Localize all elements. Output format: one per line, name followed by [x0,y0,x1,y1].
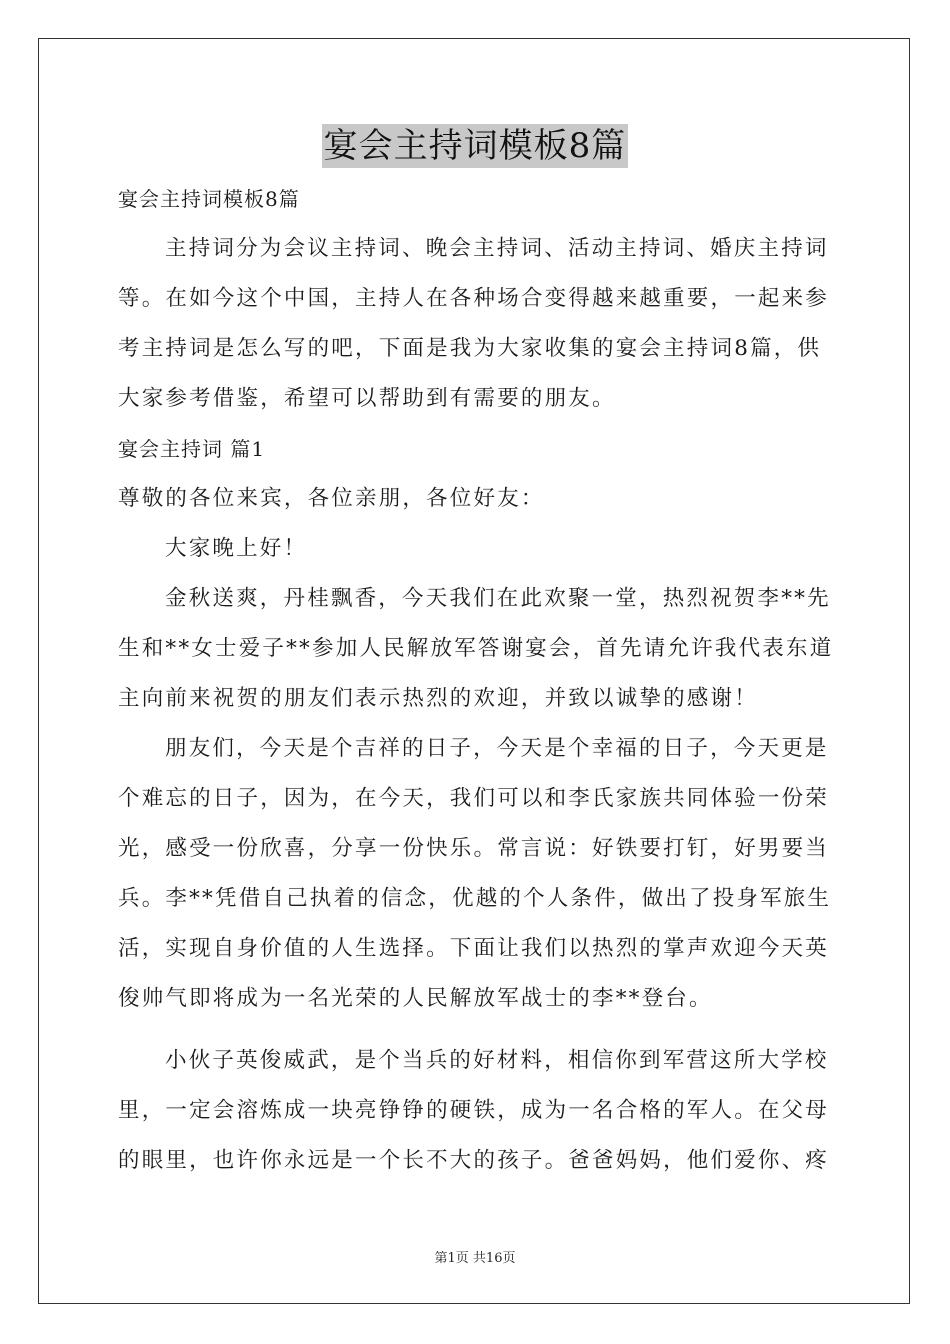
page-footer: 第1页 共16页 [434,1251,516,1266]
paragraph-line: 主向前来祝贺的朋友们表示热烈的欢迎，并致以诚挚的感谢！ [118,686,758,711]
subtitle-line: 宴会主持词模板8篇 [118,187,300,211]
paragraph-line: 生和**女士爱子**参加人民解放军答谢宴会，首先请允许我代表东道 [118,636,834,661]
paragraph-line: 考主持词是怎么写的吧，下面是我为大家收集的宴会主持词8篇，供 [118,336,822,361]
paragraph-line: 朋友们，今天是个吉祥的日子，今天是个幸福的日子，今天更是 [165,736,829,761]
paragraph-line: 光，感受一份欣喜，分享一份快乐。常言说：好铁要打钉，好男要当 [118,836,830,861]
paragraph-line: 兵。李**凭借自己执着的信念，优越的个人条件，做出了投身军旅生 [118,886,832,911]
paragraph-line: 的眼里，也许你永远是一个长不大的孩子。爸爸妈妈，他们爱你、疼 [118,1148,830,1173]
paragraph-line: 主持词分为会议主持词、晚会主持词、活动主持词、婚庆主持词 [165,236,829,261]
paragraph-line: 金秋送爽，丹桂飘香，今天我们在此欢聚一堂，热烈祝贺李**先 [165,586,831,611]
document-title: 宴会主持词模板8篇 [323,126,627,166]
paragraph-line: 小伙子英俊威武，是个当兵的好材料，相信你到军营这所大学校 [165,1048,829,1073]
document-body [118,174,832,1186]
greeting-line: 大家晚上好！ [165,536,308,561]
paragraph-gap [118,1024,832,1036]
title-container [0,124,950,168]
paragraph-line: 里，一定会溶炼成一块亮铮铮的硬铁，成为一名合格的军人。在父母 [118,1098,830,1123]
paragraph-line: 活，实现自身价值的人生选择。下面让我们以热烈的掌声欢迎今天英 [118,936,830,961]
section-heading: 宴会主持词 篇1 [118,437,266,461]
paragraph-line: 等。在如今这个中国，主持人在各种场合变得越来越重要，一起来参 [118,286,830,311]
paragraph-line: 大家参考借鉴，希望可以帮助到有需要的朋友。 [118,386,616,411]
paragraph-line: 俊帅气即将成为一名光荣的人民解放军战士的李**登台。 [118,986,713,1011]
salutation-line: 尊敬的各位来宾，各位亲朋，各位好友： [118,486,545,511]
paragraph-line: 个难忘的日子，因为，在今天，我们可以和李氏家族共同体验一份荣 [118,786,830,811]
